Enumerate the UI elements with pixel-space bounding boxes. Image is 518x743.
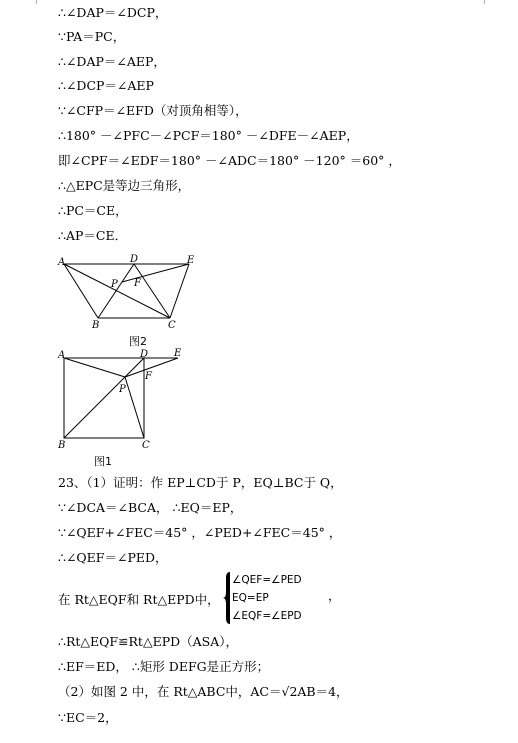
page-corner-right [484,0,485,4]
text-line: ∴△EPC是等边三角形， [58,178,191,193]
system-line: ∠EQF=∠EPD [232,610,302,622]
edge-ce [170,264,189,318]
segment-dc [134,264,170,318]
text-line: ∵∠CFP＝∠EFD（对顶角相等）， [58,103,248,118]
label-p: P [119,384,126,395]
label-f: F [145,371,152,382]
text-line: ∴∠DAP＝∠DCP， [58,5,168,20]
text-line: ∵EC＝2， [58,710,118,725]
label-b: B [92,320,100,331]
text-line: ∴Rt△EQF≌Rt△EPD（ASA）， [58,634,238,649]
system-line: ∠QEF=∠PED [232,574,302,586]
text-line: （2）如图 2 中，在 Rt△ABC中，AC＝√2AB＝4， [58,684,349,699]
label-a: A [58,257,66,268]
segment-ap [64,358,125,377]
text-line: ∴∠QEF＝∠PED， [58,550,168,565]
label-p: P [111,279,118,290]
figure-1-caption: 图1 [94,455,112,468]
label-c: C [142,440,150,451]
text-line: 即∠CPF＝∠EDF＝180° －∠ADC＝180° －120° ＝60° ， [58,153,401,168]
segment-pc [125,377,144,438]
segment-db [98,264,134,318]
label-a: A [58,350,66,361]
text-line: 23、（1）证明：作 EP⊥CD于 P，EQ⊥BC于 Q， [58,475,343,490]
label-d: D [140,349,149,360]
label-e: E [174,348,182,359]
label-d: D [130,254,139,265]
text-line: ∵∠QEF+∠FEC＝45° ，∠PED+∠FEC＝45° ， [58,525,342,540]
figure-2-diagram [56,252,206,332]
text-line: ∴AP＝CE． [58,228,128,243]
label-c: C [168,320,176,331]
page-corner-left [36,0,37,4]
label-b: B [58,440,66,451]
system-line: EQ=EP [232,592,269,604]
system-tail: ， [328,588,341,603]
figure-1-diagram [56,346,196,452]
equation-system [222,570,332,626]
text-line: ∴EF＝ED， ∴矩形 DEFG是正方形； [58,659,270,674]
label-f: F [134,278,141,289]
label-e: E [187,255,195,266]
segment-ac [64,264,170,318]
text-line: ∴∠DAP＝∠AEP， [58,54,166,69]
text-line: 在 Rt△EQF和 Rt△EPD中， [58,592,220,607]
text-line: ∴PC＝CE， [58,203,128,218]
figure-2-caption: 图2 [129,335,147,348]
left-brace-icon [222,570,232,626]
text-line: ∵PA＝PC， [58,29,126,44]
text-line: ∵∠DCA＝∠BCA， ∴EQ＝EP， [58,500,243,515]
text-line: ∴180° －∠PFC－∠PCF＝180° －∠DFE－∠AEP， [58,128,359,143]
text-line: ∴∠DCP＝∠AEP [58,78,154,93]
